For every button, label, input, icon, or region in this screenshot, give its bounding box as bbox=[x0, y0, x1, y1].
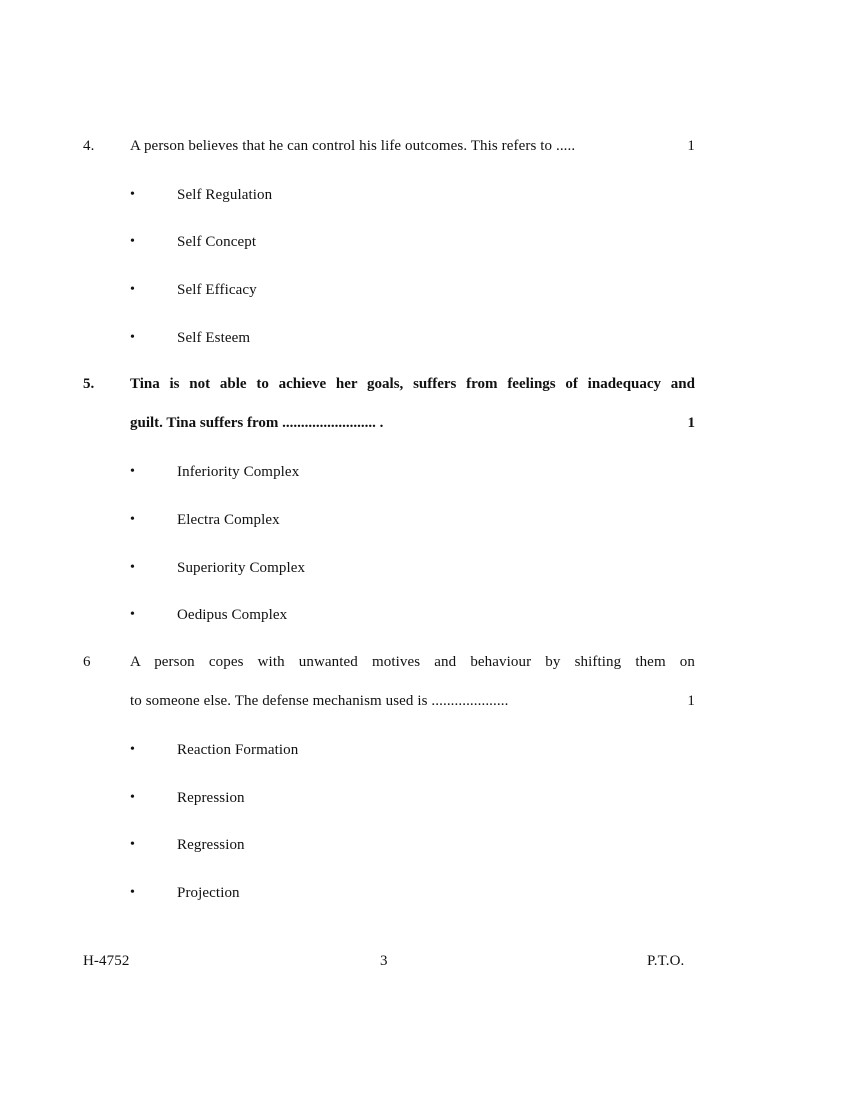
bullet-icon: • bbox=[130, 330, 135, 345]
option-label: Self Esteem bbox=[177, 330, 251, 346]
option-label: Self Concept bbox=[177, 234, 257, 250]
question-marks: 1 bbox=[687, 415, 695, 431]
question-number: 4. bbox=[83, 138, 95, 154]
bullet-icon: • bbox=[130, 607, 135, 622]
bullet-icon: • bbox=[130, 234, 135, 249]
option-label: Reaction Formation bbox=[177, 742, 299, 758]
option-label: Electra Complex bbox=[177, 512, 280, 528]
option-label: Self Efficacy bbox=[177, 282, 257, 298]
question-text-continued: guilt. Tina suffers from ......................... . bbox=[130, 415, 384, 431]
bullet-icon: • bbox=[130, 790, 135, 805]
pto-note: P.T.O. bbox=[647, 953, 685, 969]
question-text: A person copes with unwanted motives and behaviour by shifting them on bbox=[130, 654, 695, 670]
question-text: Tina is not able to achieve her goals, suffers from feelings of inadequacy and bbox=[130, 376, 695, 392]
bullet-icon: • bbox=[130, 187, 135, 202]
option-label: Regression bbox=[177, 837, 245, 853]
bullet-icon: • bbox=[130, 282, 135, 297]
bullet-icon: • bbox=[130, 742, 135, 757]
option-label: Self Regulation bbox=[177, 187, 273, 203]
option-label: Inferiority Complex bbox=[177, 464, 300, 480]
question-text: A person believes that he can control his life outcomes. This refers to ..... bbox=[130, 138, 576, 154]
question-number: 5. bbox=[83, 376, 95, 392]
question-number: 6 bbox=[83, 654, 91, 670]
question-text-continued: to someone else. The defense mechanism used is .................... bbox=[130, 693, 509, 709]
option-label: Oedipus Complex bbox=[177, 607, 288, 623]
option-label: Projection bbox=[177, 885, 240, 901]
bullet-icon: • bbox=[130, 885, 135, 900]
page-number: 3 bbox=[380, 953, 388, 969]
paper-code: H-4752 bbox=[83, 953, 130, 969]
question-marks: 1 bbox=[687, 693, 695, 709]
option-label: Repression bbox=[177, 790, 245, 806]
question-marks: 1 bbox=[687, 138, 695, 154]
bullet-icon: • bbox=[130, 560, 135, 575]
option-label: Superiority Complex bbox=[177, 560, 306, 576]
bullet-icon: • bbox=[130, 837, 135, 852]
bullet-icon: • bbox=[130, 464, 135, 479]
bullet-icon: • bbox=[130, 512, 135, 527]
